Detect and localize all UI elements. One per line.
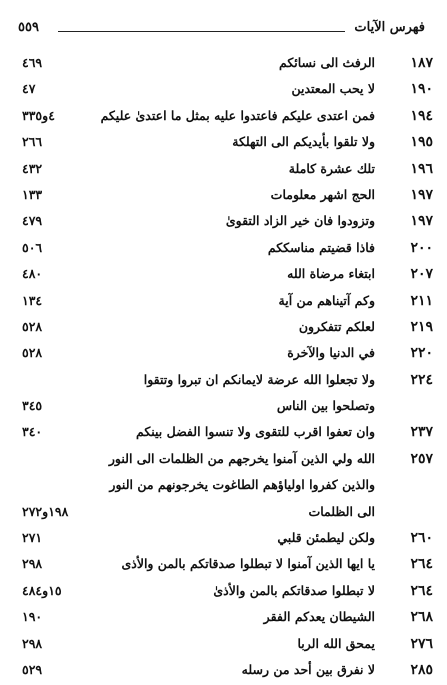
page-references: ٤و٣٣٥ (22, 107, 55, 123)
verse-index-list (18, 52, 433, 685)
verse-number: ٢٦٤ (410, 582, 433, 599)
verse-number: ٢١٩ (410, 318, 433, 335)
verse-number: ٢٠٠ (410, 239, 433, 256)
page-references: ٤٨٠ (22, 266, 43, 282)
verse-number: ٢٢٠ (410, 345, 433, 362)
verse-text: الشيطان يعدكم الفقر (263, 609, 375, 625)
verse-number: ٢٥٧ (410, 450, 433, 467)
verse-number: ٢٢٤ (410, 371, 433, 388)
verse-number: ١٩٦ (410, 160, 433, 177)
verse-number: ١٩٠ (410, 81, 433, 98)
index-row (18, 369, 433, 395)
page-references: ٣٤٥ (22, 398, 43, 414)
page-references: ١٣٣ (22, 186, 43, 202)
verse-number: ١٨٧ (410, 55, 433, 71)
verse-text: لعلكم تتفكرون (298, 318, 375, 334)
verse-text: يمحق الله الربا (297, 635, 375, 651)
header-rule (58, 31, 345, 32)
verse-text: في الدنيا والآخرة (287, 345, 375, 361)
page-header (18, 20, 425, 40)
page-references: ٥٠٦ (22, 239, 43, 255)
verse-text: الله ولي الذين آمنوا يخرجهم من الظلمات الى النور (108, 450, 375, 466)
index-row (18, 633, 433, 659)
header-title: فهرس الآيات (350, 20, 425, 35)
verse-number: ١٩٥ (410, 134, 433, 151)
verse-number: ٢٦٨ (410, 609, 433, 626)
verse-text: ابتغاء مرضاة الله (287, 266, 375, 282)
page-references: ٤٧ (22, 81, 36, 97)
verse-text: وان تعفوا اقرب للتقوى ولا تنسوا الفضل بينكم (136, 424, 375, 440)
verse-text: الحج اشهر معلومات (270, 186, 375, 202)
page-references: ٤٦٩ (22, 55, 43, 70)
index-row (18, 131, 433, 157)
verse-number: ١٩٧ (410, 186, 433, 203)
verse-number: ١٩٧ (410, 213, 433, 230)
index-row (18, 606, 433, 632)
page-references: ٢٩٨ (22, 556, 43, 572)
index-row (18, 52, 433, 78)
verse-number: ٢٣٧ (410, 424, 433, 441)
index-row (18, 580, 433, 606)
index-row (18, 78, 433, 104)
verse-text: فاذا قضيتم مناسككم (267, 239, 375, 255)
verse-number: ٢٦٠ (410, 530, 433, 547)
verse-number: ٢٠٧ (410, 266, 433, 283)
index-row (18, 553, 433, 579)
verse-number: ٢٦٤ (410, 556, 433, 573)
page-references: ١٥و٤٨٤ (22, 582, 62, 598)
index-row (18, 158, 433, 184)
index-row (18, 184, 433, 210)
verse-text: الرفث الى نسائكم (279, 55, 375, 70)
verse-text: وتزودوا فان خير الزاد التقوىٰ (225, 213, 375, 229)
page-references: ٤٣٢ (22, 160, 43, 176)
verse-text: ولا تجعلوا الله عرضة لايمانكم ان تبروا وتتقوا (143, 371, 375, 387)
index-row (18, 290, 433, 316)
index-row (18, 421, 433, 447)
verse-number: ١٩٤ (410, 107, 433, 124)
index-row (18, 659, 433, 685)
verse-text: الى الظلمات (308, 503, 375, 519)
index-row (18, 263, 433, 289)
verse-text: ولكن ليطمئن قلبي (277, 530, 375, 546)
page-references: ٥٢٨ (22, 318, 43, 334)
verse-text: لا نفرق بين أحد من رسله (241, 661, 375, 677)
page-references: ١٣٤ (22, 292, 43, 308)
page-references: ٣٤٠ (22, 424, 43, 440)
index-row (18, 448, 433, 474)
verse-number: ٢٧٦ (410, 635, 433, 652)
verse-text: ولا تلقوا بأيديكم الى التهلكة (232, 134, 375, 150)
index-row (18, 316, 433, 342)
page-references: ١٩٠ (22, 609, 43, 625)
page-references: ١٩٨و٢٧٢ (22, 503, 69, 519)
verse-number: ٢٨٥ (410, 661, 433, 678)
index-row (18, 527, 433, 553)
verse-text: تلك عشرة كاملة (288, 160, 375, 176)
index-row (18, 501, 433, 527)
page-references: ٢٦٦ (22, 134, 43, 150)
verse-number: ٢١١ (410, 292, 433, 309)
page-references: ٤٧٩ (22, 213, 43, 229)
page-references: ٥٢٩ (22, 661, 43, 677)
verse-text: لا تبطلوا صدقاتكم بالمن والأذىٰ (213, 582, 375, 598)
index-row (18, 210, 433, 236)
index-row (18, 395, 433, 421)
verse-text: فمن اعتدى عليكم فاعتدوا عليه بمثل ما اعتدىٰ عليكم (100, 107, 375, 123)
index-row (18, 237, 433, 263)
verse-text: والذين كفروا اولياؤهم الطاغوت يخرجونهم من النور (109, 477, 375, 493)
verse-text: وكم آتيناهم من آية (278, 292, 375, 308)
page-references: ٢٧١ (22, 530, 43, 546)
index-row (18, 105, 433, 131)
verse-text: لا يحب المعتدين (291, 81, 375, 97)
page-references: ٢٩٨ (22, 635, 43, 651)
index-row (18, 474, 433, 500)
header-page-number: ٥٥٩ (18, 20, 43, 35)
verse-text: يا ايها الذين آمنوا لا تبطلوا صدقاتكم بالمن والأذى (121, 556, 375, 572)
index-row (18, 342, 433, 368)
page-references: ٥٢٨ (22, 345, 43, 361)
verse-text: وتصلحوا بين الناس (276, 398, 375, 414)
